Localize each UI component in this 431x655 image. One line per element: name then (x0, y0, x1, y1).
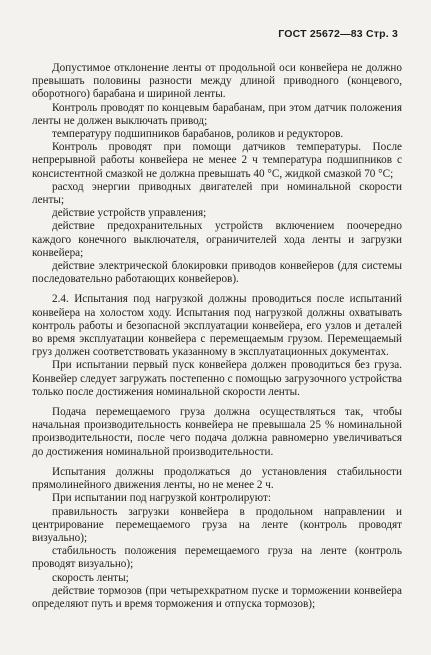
paragraph: действие электрической блокировки приводов конвейеров (для системы последовательно работающих конвейеров). (32, 260, 402, 286)
paragraph: действие предохранительных устройств включением поочередно каждого конечного выключателя, ограничителей хода ленты и загрузки конвейера; (32, 220, 402, 259)
page-header (278, 28, 398, 40)
page-number: Стр. 3 (365, 28, 398, 40)
paragraph: Подача перемещаемого груза должна осуществляться так, чтобы начальная производительность конвейера не превышала 25 % номинальной производительности, после чего подача должна равномерно увеличиваться до достижения номинальной производительности. (32, 406, 402, 458)
paragraph: стабильность положения перемещаемого груза на ленте (контроль проводят визуально); (32, 545, 402, 571)
paragraph: температуру подшипников барабанов, роликов и редукторов. (52, 128, 344, 141)
paragraph: Контроль проводят при помощи датчиков температуры. После непрерывной работы конвейера не менее 2 ч температура подшипников с консистентной смазкой не должна превышать 40 °C, жидкой смазкой 70 °C; (32, 141, 402, 180)
section-paragraph: 2.4. Испытания под нагрузкой должны проводиться после испытаний конвейера на холостом ходу. Испытания под нагрузкой должны охватывать контроль работы и безопасной эксплуатации конвейера, его узлов и деталей во время эксплуатации конвейера с перемещаемым грузом. Перемещаемый груз должен соответствовать указанному в эксплуатационных документах. (32, 293, 402, 359)
paragraph: Допустимое отклонение ленты от продольной оси конвейера не должно превышать половины разности между длиной приводного (концевого, оборотного) барабана и шириной ленты. (32, 62, 402, 101)
paragraph: При испытании первый пуск конвейера должен проводиться без груза. Конвейер следует загружать постепенно с помощью загрузочного устройства только после достижения номинальной скорости ленты. (32, 359, 402, 398)
paragraph: скорость ленты; (52, 571, 129, 584)
paragraph: Контроль проводят по концевым барабанам, при этом датчик положения ленты не должен выключать привод; (32, 101, 402, 127)
paragraph: правильность загрузки конвейера в продольном направлении и центрирование перемещаемого груза на ленте (контроль проводят визуально); (32, 505, 402, 544)
paragraph: расход энергии приводных двигателей при номинальной скорости ленты; (32, 180, 402, 207)
paragraph: При испытании под нагрузкой контролируют: (52, 492, 271, 505)
paragraph: Испытания должны продолжаться до установления стабильности прямолинейного движения ленты, но не менее 2 ч. (32, 465, 402, 492)
standard-number: ГОСТ 25672—83 (278, 28, 363, 40)
paragraph: действие устройств управления; (52, 207, 207, 220)
document-body (32, 62, 402, 611)
paragraph: действие тормозов (при четырехкратном пуске и торможении конвейера определяют путь и время торможения и отпуска тормозов); (32, 584, 402, 610)
